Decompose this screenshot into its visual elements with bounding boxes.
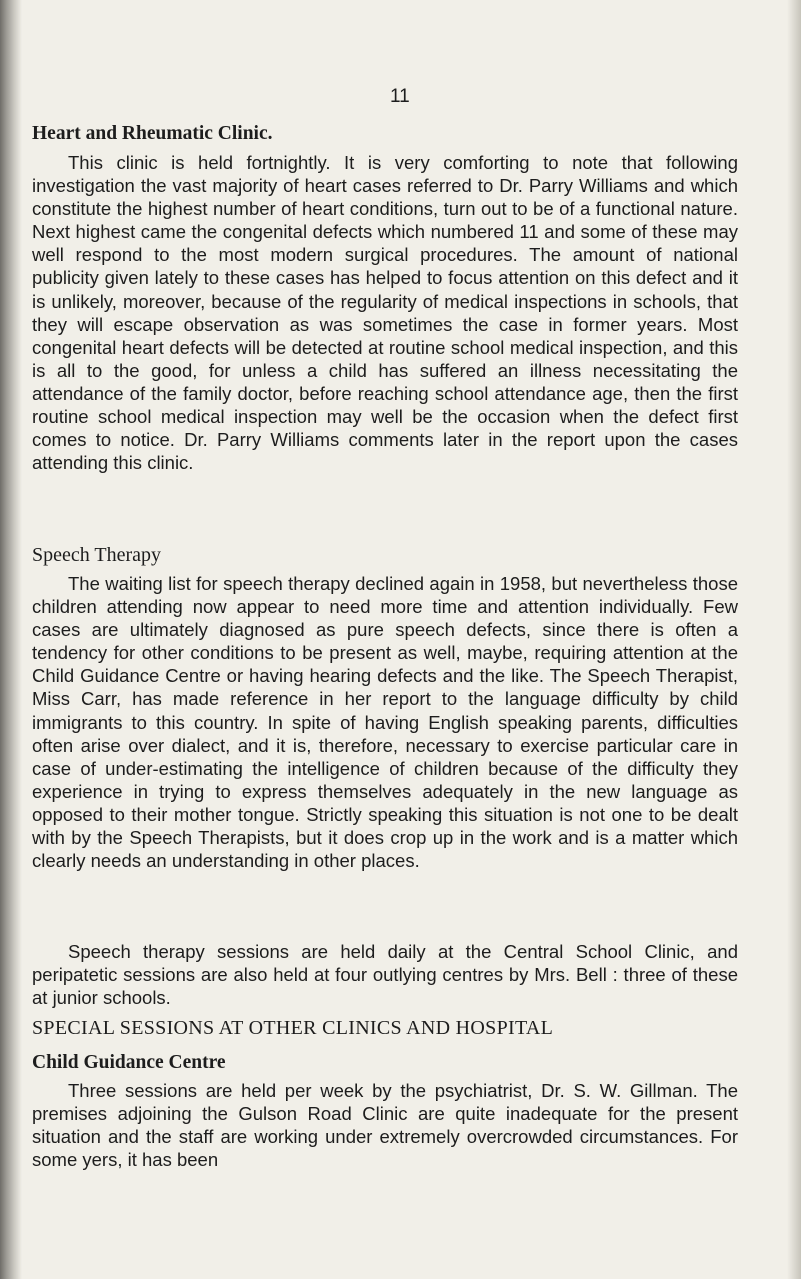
page-binding-shadow bbox=[0, 0, 22, 1279]
child-guidance-paragraph: Three sessions are held per week by the psychiatrist, Dr. S. W. Gillman. The premises adjoining the Gulson Road Clinic are quite inadequate for the present situation and the staff are working under extremely overcrowded circumstances. For some yers, it has been bbox=[32, 1080, 738, 1171]
speech-therapy-paragraph-2: Speech therapy sessions are held daily at the Central School Clinic, and peripatetic sessions are also held at four outlying centres by Mrs. Bell : three of these at junior schools. bbox=[32, 941, 738, 1009]
special-sessions-heading: SPECIAL SESSIONS AT OTHER CLINICS AND HOSPITAL bbox=[32, 1017, 554, 1039]
heart-clinic-paragraph: This clinic is held fortnightly. It is very comforting to note that following investigation the vast majority of heart cases referred to Dr. Parry Williams and which constitute the highest number of heart conditions, turn out to be of a functional nature. Next highest came the congenital defects which numbered 11 and some of these may well respond to the most modern surgical procedures. The amount of national publicity given lately to these cases has helped to focus attention on this defect and it is unlikely, moreover, because of the regularity of medical inspections in schools, that they will escape observation as was sometimes the case in former years. Most congenital heart defects will be detected at routine school medical inspection, and this is all to the good, for unless a child has suffered an illness necessitating the attendance of the family doctor, before reaching school attendance age, then the first routine school medical inspection may well be the occasion when the defect first comes to notice. Dr. Parry Williams comments later in the report upon the cases attending this clinic. bbox=[32, 152, 738, 474]
speech-therapy-paragraph-1: The waiting list for speech therapy declined again in 1958, but nevertheless those children attending now appear to need more time and attention individually. Few cases are ultimately diagnosed as pure speech defects, since there is often a tendency for other conditions to be present as well, maybe, requiring attention at the Child Guidance Centre or having hearing defects and the like. The Speech Therapist, Miss Carr, has made reference in her report to the language difficulty by child immigrants to this country. In spite of having English speaking parents, difficulties often arise over dialect, and it is, therefore, necessary to exercise particular care in case of under-estimating the intelligence of children because of the difficulty they experience in trying to express themselves adequately in the new language as opposed to their mother tongue. Strictly speaking this situation is not one to be dealt with by the Speech Therapists, but it does crop up in the work and is a matter which clearly needs an understanding in other places. bbox=[32, 573, 738, 872]
page-edge-shadow bbox=[787, 0, 801, 1279]
heart-clinic-heading: Heart and Rheumatic Clinic. bbox=[32, 123, 273, 144]
child-guidance-heading: Child Guidance Centre bbox=[32, 1052, 226, 1073]
speech-therapy-heading: Speech Therapy bbox=[32, 544, 162, 566]
page-number: 11 bbox=[390, 86, 410, 107]
